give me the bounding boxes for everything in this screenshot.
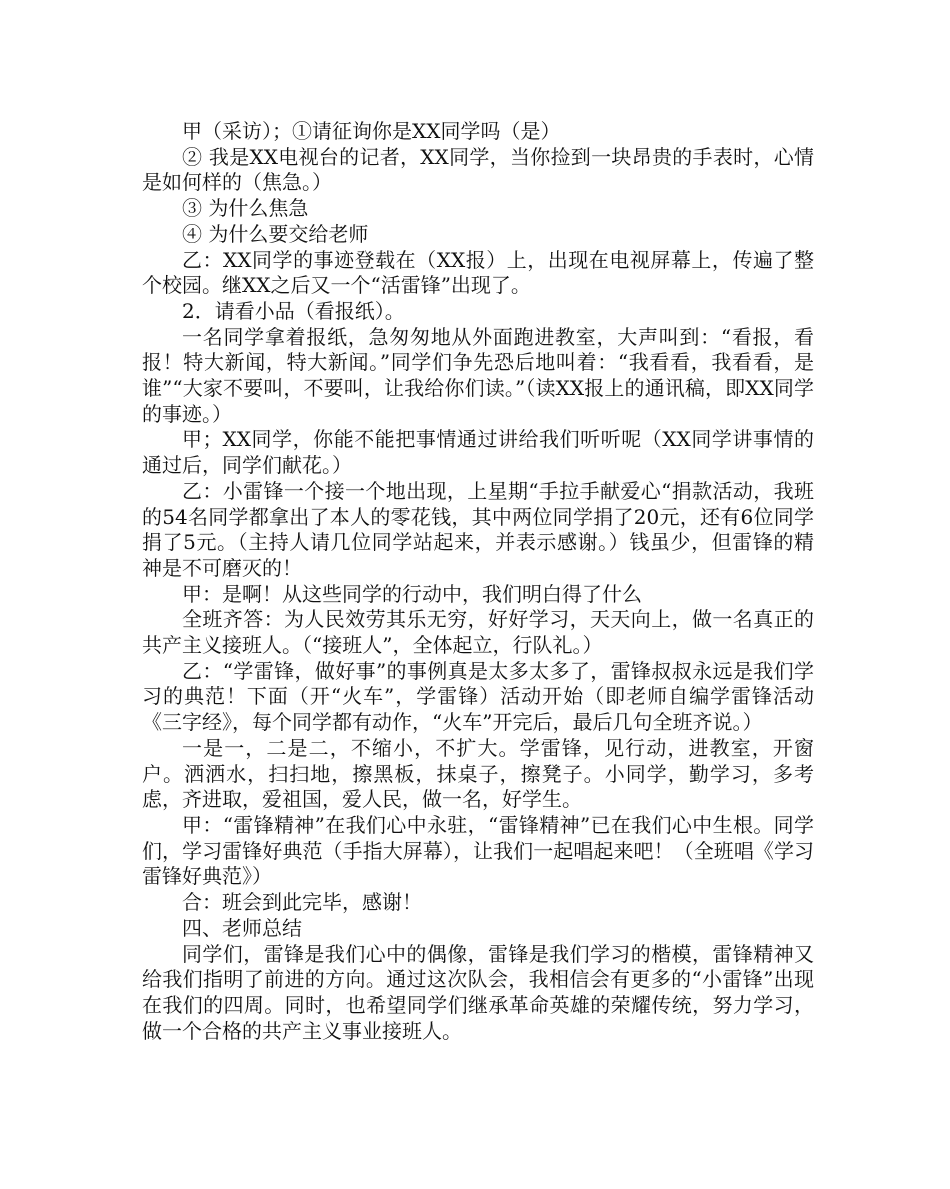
- paragraph-class-answer: 全班齐答：为人民效劳其乐无穷，好好学习，天天向上，做一名真正的共产主义接班人。（“接班人”，全体起立，行队礼。）: [142, 607, 814, 658]
- paragraph-sketch-description: 一名同学拿着报纸，急匆匆地从外面跑进教室，大声叫到：“看报，看报！特大新闻，特大新闻。”同学们争先恐后地叫着：“我看看，我看看，是谁”“大家不要叫，不要叫，让我给你们读。”（读XX报上的通讯稿，即XX同学的事迹。）: [142, 324, 814, 426]
- paragraph-host-a-question: 甲：是啊！从这些同学的行动中，我们明白得了什么: [182, 581, 642, 606]
- paragraph-host-b-train: 乙：“学雷锋，做好事”的事例真是太多太多了，雷锋叔叔永远是我们学习的典范！下面（开“火车”，学雷锋）活动开始（即老师自编学雷锋活动《三字经》，每个同学都有动作，“火车”开完后，最后几句全班齐说。）: [142, 658, 814, 735]
- paragraph-host-a-song: 甲：“雷锋精神”在我们心中永驻，“雷锋精神”已在我们心中生根。同学们，学习雷锋好典范（手指大屏幕），让我们一起唱起来吧！（全班唱《学习雷锋好典范》）: [142, 812, 814, 889]
- section-heading-teacher-summary: 四、老师总结: [182, 915, 302, 940]
- paragraph-host-a-story: 甲；XX同学，你能不能把事情通过讲给我们听听呢（XX同学讲事情的通过后，同学们献花。）: [142, 427, 814, 478]
- paragraph-interview-question-4: ④ 为什么要交给老师: [182, 221, 369, 246]
- paragraph-host-b-donation: 乙：小雷锋一个接一个地出现，上星期“手拉手献爱心“捐款活动，我班的54名同学都拿出了本人的零花钱，其中两位同学捐了20元，还有6位同学捐了5元。（主持人请几位同学站起来，并表示感谢。）钱虽少，但雷锋的精神是不可磨灭的！: [142, 478, 814, 580]
- paragraph-sketch-heading: 2．请看小品（看报纸）。: [182, 298, 405, 323]
- paragraph-interview-question-1: 甲（采访）；①请征询你是XX同学吗（是）: [182, 119, 561, 143]
- document-body: [142, 119, 814, 1044]
- paragraph-closing: 合：班会到此完毕，感谢！: [182, 890, 422, 915]
- paragraph-teacher-summary: 同学们，雷锋是我们心中的偶像，雷锋是我们学习的楷模，雷锋精神又给我们指明了前进的方向。通过这次队会，我相信会有更多的“小雷锋”出现在我们的四周。同时，也希望同学们继承革命英雄的荣耀传统，努力学习，做一个合格的共产主义事业接班人。: [142, 941, 814, 1043]
- paragraph-three-character-verse: 一是一，二是二，不缩小，不扩大。学雷锋，见行动，进教室，开窗户。洒洒水，扫扫地，擦黑板，抹桌子，擦凳子。小同学，勤学习，多考虑，齐进取，爱祖国，爱人民，做一名，好学生。: [142, 735, 814, 812]
- paragraph-interview-question-3: ③ 为什么焦急: [182, 196, 309, 221]
- paragraph-host-b-news: 乙：XX同学的事迹登载在（XX报）上，出现在电视屏幕上，传遍了整个校园。继XX之后又一个“活雷锋”出现了。: [142, 247, 814, 298]
- paragraph-interview-question-2: ② 我是XX电视台的记者，XX同学，当你捡到一块昂贵的手表时，心情是如何样的（焦急。）: [142, 144, 814, 195]
